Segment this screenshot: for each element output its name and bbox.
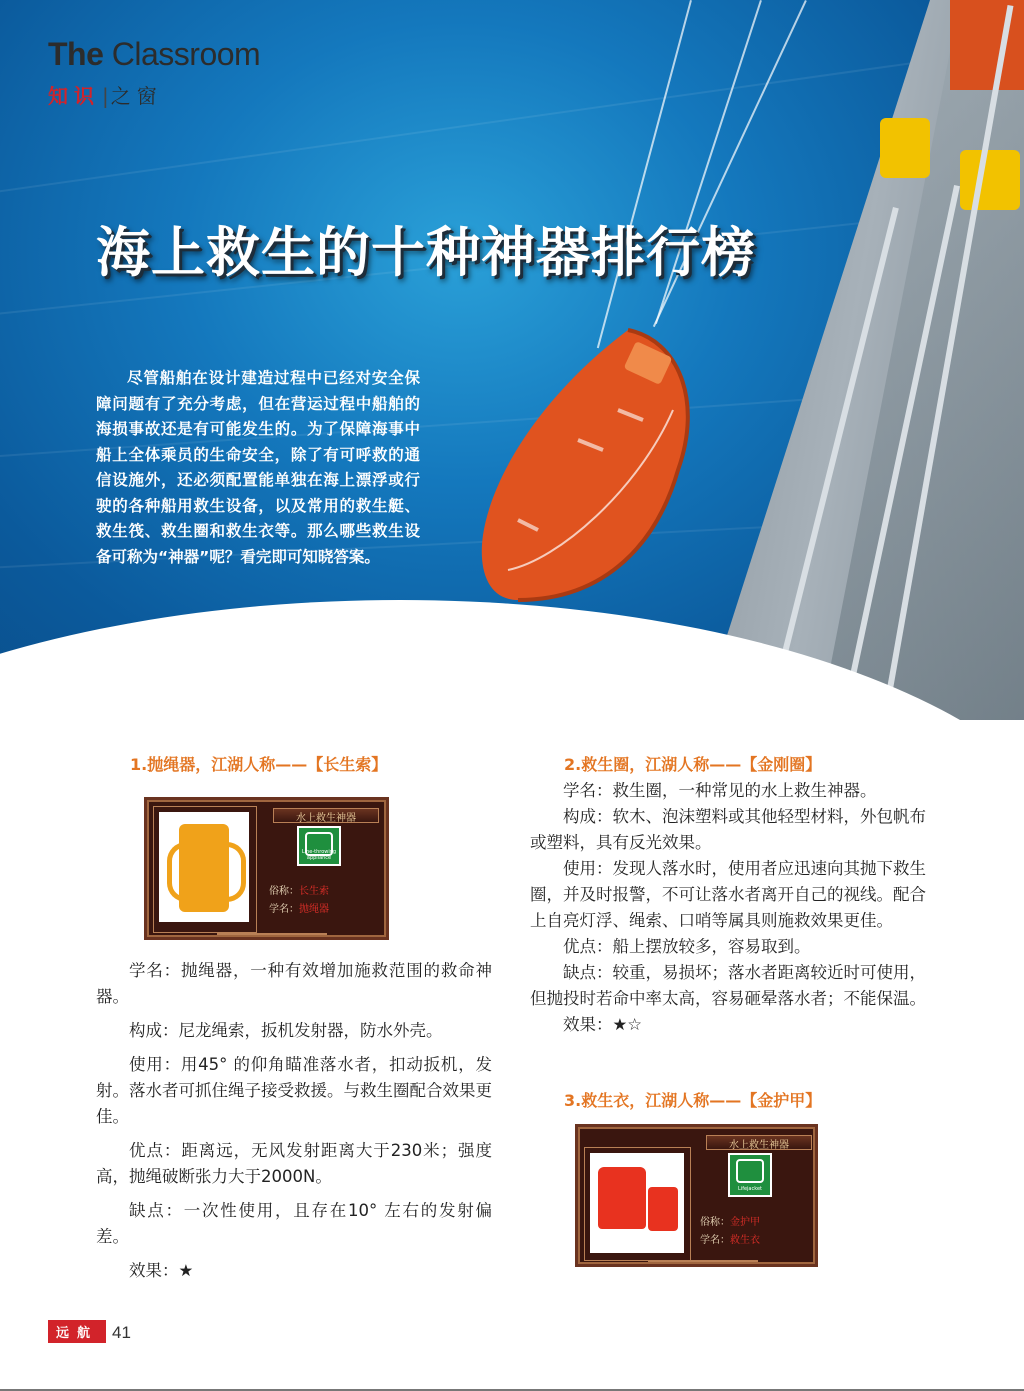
section-1-para: 构成：尼龙绳索，扳机发射器，防水外壳。 bbox=[129, 1021, 443, 1040]
section-1-para: 优点：距离远，无风发射距离大于230米；强度高，抛绳破断张力大于2000N。 bbox=[96, 1141, 492, 1186]
left-column bbox=[96, 752, 492, 778]
section-1-para: 缺点：一次性使用，且存在10° 左右的发射偏差。 bbox=[96, 1201, 492, 1246]
section-2-para: 缺点：较重，易损坏；落水者距离较近时可使用，但抛投时若命中率太高，容易砸晕落水者；不能保温。 bbox=[530, 963, 926, 1008]
card-scientific-name: 学名：抛绳器 bbox=[269, 904, 329, 915]
section-3-card bbox=[575, 1124, 818, 1267]
line-thrower-sign-icon: Line-throwing appliance bbox=[297, 826, 341, 866]
line-thrower-image bbox=[159, 812, 249, 922]
section-1-para: 学名：抛绳器，一种有效增加施救范围的救命神器。 bbox=[96, 961, 492, 1006]
section-2-para: 构成：软木、泡沫塑料或其他轻型材料，外包帆布或塑料，具有反光效果。 bbox=[530, 807, 926, 852]
card-header: 水上救生神器 bbox=[273, 808, 379, 823]
lifejacket-image bbox=[590, 1153, 684, 1253]
section-1-para: 效果：★ bbox=[129, 1261, 194, 1280]
section-1-card bbox=[144, 797, 389, 940]
section-3-title: 3.救生衣，江湖人称——【金护甲】 bbox=[564, 1091, 822, 1110]
intro-paragraph: 尽管船舶在设计建造过程中已经对安全保障问题有了充分考虑，但在营运过程中船舶的海损事故还是有可能发生的。为了保障海事中船上全体乘员的生命安全，除了有可呼救的通信设施外，还必须配置能单独在海上漂浮或行驶的各种船用救生设备，以及常用的救生艇、救生筏、救生圈和救生衣等。那么哪些救生设备可称为“神器”呢？看完即可知晓答案。 bbox=[96, 369, 420, 566]
section-2-para: 使用：发现人落水时，使用者应迅速向其抛下救生圈，并及时报警，不可让落水者离开自己的视线。配合上自亮灯浮、绳索、口哨等属具则施救效果更佳。 bbox=[530, 859, 926, 930]
section-1-body bbox=[96, 958, 492, 1284]
magazine-logo: 远航 bbox=[48, 1320, 106, 1343]
brand-chinese: 知识 | 之窗 bbox=[48, 84, 163, 108]
page-footer bbox=[48, 1320, 131, 1343]
section-2-para: 优点：船上摆放较多，容易取到。 bbox=[563, 937, 811, 956]
brand-english: The Classroom bbox=[48, 36, 261, 72]
page-number: 41 bbox=[112, 1322, 131, 1342]
card-nickname: 俗称：长生索 bbox=[269, 886, 329, 897]
section-2-title: 2.救生圈，江湖人称——【金刚圈】 bbox=[564, 755, 822, 774]
lifeboat-illustration bbox=[478, 320, 698, 610]
section-2-para: 学名：救生圈，一种常见的水上救生神器。 bbox=[563, 781, 877, 800]
article-title: 海上救生的十种神器排行榜 bbox=[96, 220, 756, 284]
section-1-title: 1.抛绳器，江湖人称——【长生索】 bbox=[130, 755, 388, 774]
card-nickname: 俗称：金护甲 bbox=[700, 1217, 760, 1228]
section-1-para: 使用：用45° 的仰角瞄准落水者，扣动扳机，发射。落水者可抓住绳子接受救援。与救生圈配合效果更佳。 bbox=[96, 1055, 492, 1126]
section-2-para: 效果：★☆ bbox=[563, 1015, 643, 1034]
card-header: 水上救生神器 bbox=[706, 1135, 812, 1150]
lifejacket-sign-icon: Lifejacket bbox=[728, 1153, 772, 1197]
section-2-body bbox=[530, 752, 926, 1038]
section-3-heading bbox=[530, 1088, 926, 1114]
card-scientific-name: 学名：救生衣 bbox=[700, 1235, 760, 1246]
